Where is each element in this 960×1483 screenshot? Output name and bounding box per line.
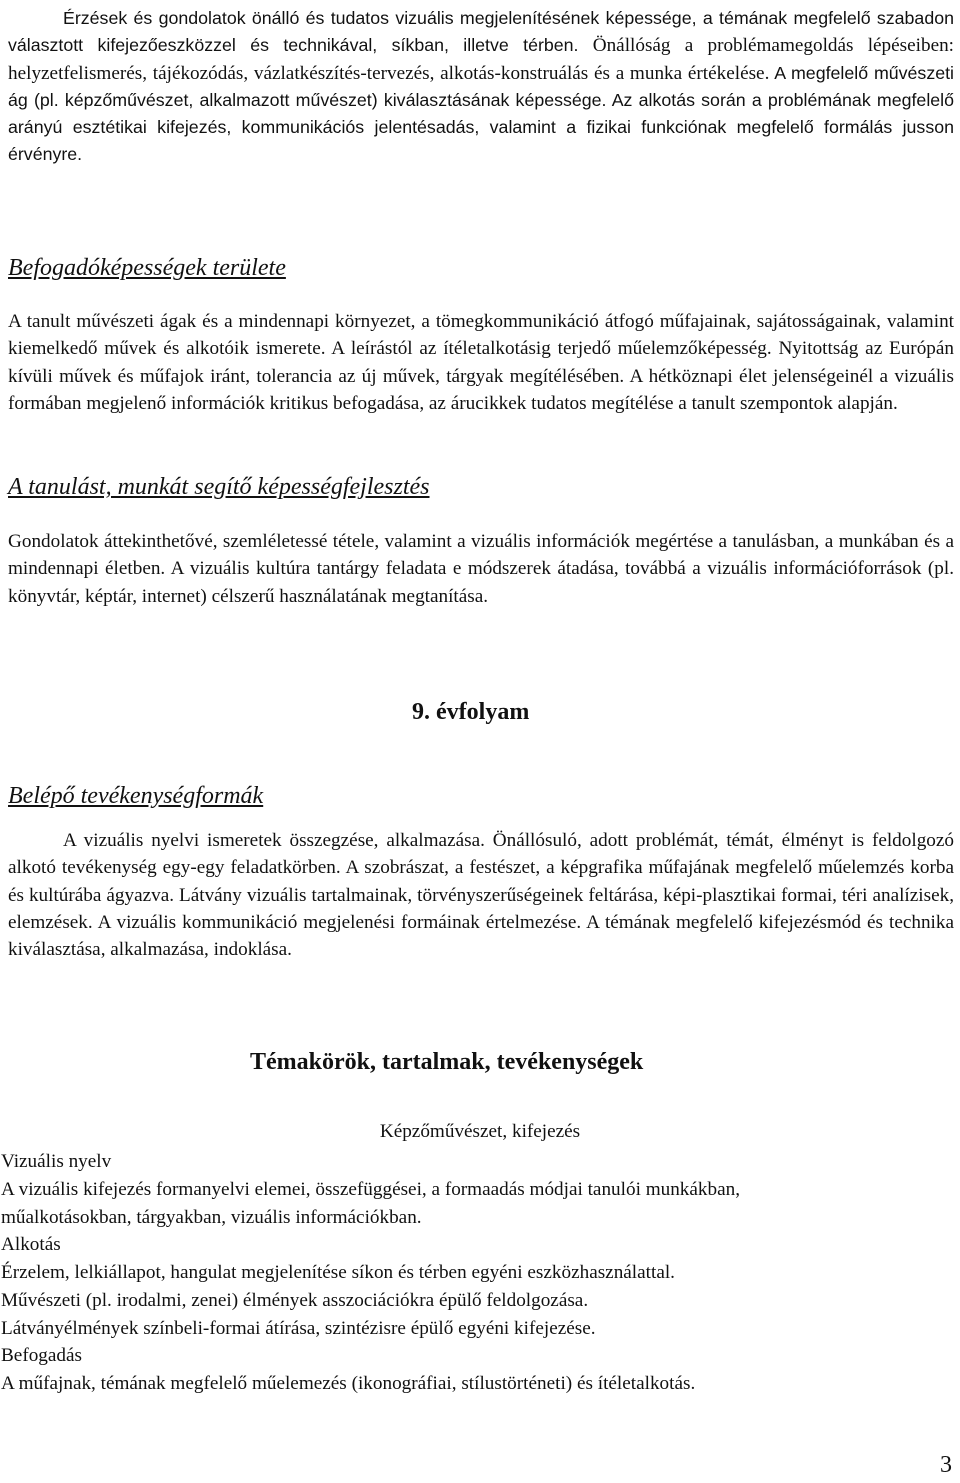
section-heading-befogado: Befogadóképességek területe: [8, 255, 286, 281]
page-number: 3: [940, 1452, 952, 1478]
tanulas-paragraph: [8, 528, 954, 610]
topic-line: Befogadás: [1, 1345, 82, 1366]
intro-text: [8, 5, 954, 169]
temakorok-subheading: Képzőművészet, kifejezés: [379, 1121, 581, 1142]
topic-line: Alkotás: [1, 1234, 61, 1255]
topic-line: A műfajnak, témának megfelelő műelemezés (ikonográfiai, stílustörténeti) és ítéletalkotás.: [1, 1373, 696, 1394]
section-heading-belepo: Belépő tevékenységformák: [8, 783, 264, 809]
intro-paragraph: [8, 5, 954, 169]
topic-line: Érzelem, lelkiállapot, hangulat megjelenítése síkon és térben egyéni eszközhasználattal.: [1, 1262, 675, 1283]
section-heading-tanulas: A tanulást, munkát segítő képességfejlesztés: [8, 474, 430, 500]
intro-text-part-1: Érzések és gondolatok önálló és tudatos vizuális megjelenítésének képessége, a témának megfelelő szabadon választott kifejezőeszközzel és technikával, síkban, illetve térben.: [8, 8, 954, 56]
befogado-paragraph: [8, 308, 954, 417]
topic-line: Látványélmények színbeli-formai átírása, szintézisre épülő egyéni kifejezése.: [1, 1318, 596, 1339]
temakorok-heading: Témakörök, tartalmak, tevékenységek: [250, 1049, 644, 1075]
tanulas-text: Gondolatok áttekinthetővé, szemléletessé tétele, valamint a vizuális információk megértése a tanulásban, a munkában és a mindennapi életben. A vizuális kultúra tantárgy feladata e módszerek átadása, továbbá a vizuális információforrások (pl. könyvtár, képtár, internet) célszerű használatának megtanítása.: [8, 531, 954, 607]
belepo-text: A vizuális nyelvi ismeretek összegzése, alkalmazása. Önállósuló, adott problémát, témát, élményt is feldolgozó alkotó tevékenység egy-egy feladatkörben. A szobrászat, a festészet, a képgrafika műfajának megfelelő műelemzés korba és kultúrába ágyazva. Látvány vizuális tartalmainak, törvényszerűségeinek feltárása, képi-plasztikai formai, téri analízisek, elemzések. A vizuális kommunikáció megjelenési formáinak értelmezése. A témának megfelelő kifejezésmód és technika kiválasztása, alkalmazása, indoklása.: [8, 830, 954, 961]
belepo-paragraph: [8, 827, 954, 963]
topic-line: A vizuális kifejezés formanyelvi elemei, összefüggései, a formaadás módjai tanulói munkákban,: [1, 1179, 741, 1200]
topic-line: műalkotásokban, tárgyakban, vizuális információkban.: [1, 1207, 422, 1228]
befogado-text: A tanult művészeti ágak és a mindennapi környezet, a tömegkommunikáció átfogó műfajainak, sajátosságainak, valamint kiemelkedő művek és alkotóik ismerete. A leírástól az ítéletalkotásig terjedő műelemzőképesség. Nyitottság az Európán kívüli művek és műfajok iránt, tolerancia az új művek, tárgyak megítélésében. A hétköznapi élet jelenségeinél a vizuális formában megjelenő információk kritikus befogadása, az árucikkek tudatos megítélése a tanult szempontok alapján.: [8, 311, 954, 414]
intro-text-part-3: A megfelelő művészeti ág (pl. képzőművészet, alkalmazott művészet) kiválasztásának képessége. Az alkotás során a problémának megfelelő arányú esztétikai kifejezés, kommunikációs jelentésadás, valamint a fizikai funkciónak megfelelő formálás jusson érvényre.: [8, 62, 954, 165]
topic-line: Művészeti (pl. irodalmi, zenei) élmények asszociációkra épülő feldolgozása.: [1, 1290, 589, 1311]
intro-text-part-2: Önállóság a problémamegoldás lépéseiben: helyzetfelismerés, tájékozódás, vázlatkészítés-tervezés, alkotás-konstruálás és a munka értékelése.: [8, 35, 955, 84]
topic-line: Vizuális nyelv: [1, 1151, 112, 1172]
grade-title: 9. évfolyam: [412, 699, 530, 725]
